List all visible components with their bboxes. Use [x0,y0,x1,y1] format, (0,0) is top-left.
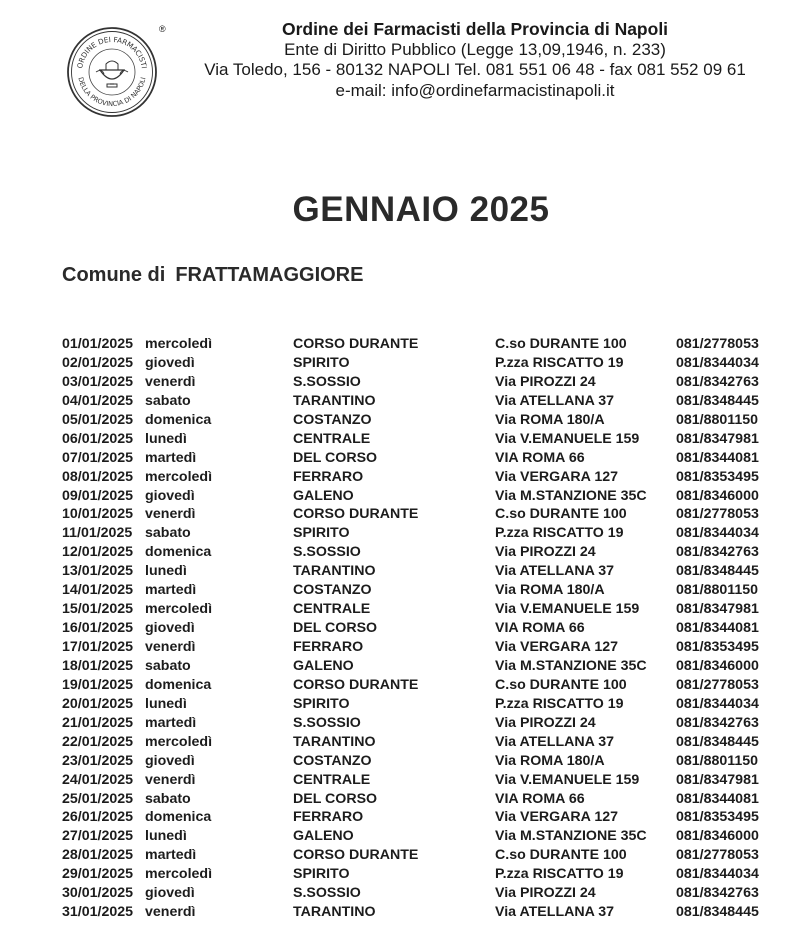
pharmacy-name: CORSO DURANTE [293,336,419,352]
weekday: mercoledì [145,336,213,352]
pharmacy-name: SPIRITO [293,695,350,712]
pharmacy-phone: 081/8348445 [676,563,759,580]
contact-address: Via Toledo, 156 - 80132 NAPOLI Tel. 081 551 06 48 - fax 081 552 09 61 [204,60,746,79]
pharmacy-phone: 081/8342763 [676,885,759,902]
pharmacy-phone: 081/8348445 [676,904,759,921]
municipality-name: FRATTAMAGGIORE [175,264,364,286]
pharmacy-name: COSTANZO [293,582,372,599]
pharmacy-address: VIA ROMA 66 [495,620,585,637]
weekday: lunedì [145,695,187,712]
weekday: venerdì [145,373,196,390]
pharmacy-name: CORSO DURANTE [293,847,419,864]
pharmacy-name: S.SOSSIO [293,373,361,390]
duty-date: 08/01/2025 [62,468,134,485]
weekday: mercoledì [145,733,213,750]
seal-text-bottom: DELLA PROVINCIA DI NAPOLI [76,76,148,109]
pharmacy-address: Via PIROZZI 24 [495,544,596,561]
weekday: martedì [145,714,197,731]
pharmacy-address: C.so DURANTE 100 [495,676,627,693]
duty-date: 26/01/2025 [62,809,134,826]
weekday: mercoledì [145,601,213,618]
pharmacy-address: P.zza RISCATTO 19 [495,354,624,371]
schedule-row [0,715,800,734]
duty-date: 17/01/2025 [62,639,134,655]
duty-date: 18/01/2025 [62,657,134,674]
municipality-label: Comune di [62,264,166,286]
schedule-row [0,677,800,696]
pharmacy-name: FERRARO [293,468,364,485]
schedule-row [0,866,800,885]
pharmacy-phone: 081/2778053 [676,336,759,352]
letterhead [180,19,770,101]
weekday: mercoledì [145,866,213,883]
pharmacy-phone: 081/8801150 [676,752,759,769]
pharmacy-phone: 081/8353495 [676,639,759,655]
pharmacy-phone: 081/8342763 [676,373,759,390]
weekday: venerdì [145,771,196,788]
pharmacy-phone: 081/8344081 [676,790,759,807]
pharmacy-address: Via VERGARA 127 [495,809,619,826]
schedule-row [0,658,800,677]
pharmacy-phone: 081/8801150 [676,411,759,428]
pharmacy-name: SPIRITO [293,354,350,371]
duty-date: 02/01/2025 [62,354,134,371]
duty-date: 16/01/2025 [62,620,134,637]
pharmacy-name: CORSO DURANTE [293,676,419,693]
pharmacy-phone: 081/8346000 [676,828,759,845]
duty-date: 25/01/2025 [62,790,134,807]
seal-text-top: ORDINE DEI FARMACISTI [75,34,149,70]
duty-date: 04/01/2025 [62,392,134,409]
schedule-row [0,355,800,374]
pharmacy-name: COSTANZO [293,411,372,428]
pharmacy-phone: 081/8344081 [676,449,759,466]
weekday: venerdì [145,639,196,655]
pharmacy-phone: 081/2778053 [676,506,759,523]
pharmacy-address: VIA ROMA 66 [495,790,585,807]
pharmacy-name: TARANTINO [293,392,376,409]
pharmacy-address: P.zza RISCATTO 19 [495,866,624,883]
weekday: domenica [145,544,212,561]
pharmacy-address: Via ROMA 180/A [495,752,605,769]
order-seal-logo [66,26,158,118]
pharmacy-address: Via M.STANZIONE 35C [495,487,647,504]
pharmacy-address: Via VERGARA 127 [495,468,619,485]
duty-date: 12/01/2025 [62,544,134,561]
pharmacy-phone: 081/8347981 [676,601,759,618]
pharmacy-name: CORSO DURANTE [293,506,419,523]
pharmacy-phone: 081/8353495 [676,809,759,826]
pharmacy-address: Via PIROZZI 24 [495,373,596,390]
pharmacy-address: Via V.EMANUELE 159 [495,601,640,618]
weekday: giovedì [145,752,195,769]
schedule-row [0,431,800,450]
weekday: domenica [145,809,212,826]
pharmacy-address: C.so DURANTE 100 [495,336,627,352]
pharmacy-phone: 081/8347981 [676,771,759,788]
schedule-row [0,904,800,923]
weekday: martedì [145,847,197,864]
duty-date: 21/01/2025 [62,714,134,731]
schedule-row [0,412,800,431]
pharmacy-phone: 081/8344034 [676,525,759,542]
duty-date: 05/01/2025 [62,411,134,428]
duty-date: 27/01/2025 [62,828,134,845]
svg-text:ORDINE DEI FARMACISTI [75,35,149,69]
municipality-heading [62,264,363,287]
schedule-row [0,488,800,507]
weekday: sabato [145,790,191,807]
duty-date: 11/01/2025 [62,525,133,542]
pharmacy-address: Via V.EMANUELE 159 [495,771,640,788]
pharmacy-phone: 081/8346000 [676,657,759,674]
pharmacy-name: TARANTINO [293,563,376,580]
duty-date: 01/01/2025 [62,336,134,352]
pharmacy-name: SPIRITO [293,525,350,542]
pharmacy-address: Via ROMA 180/A [495,582,605,599]
pharmacy-phone: 081/2778053 [676,676,759,693]
weekday: lunedì [145,563,187,580]
schedule-row [0,753,800,772]
duty-date: 23/01/2025 [62,752,134,769]
pharmacy-address: C.so DURANTE 100 [495,847,627,864]
pharmacy-phone: 081/8346000 [676,487,759,504]
pharmacy-address: Via M.STANZIONE 35C [495,657,647,674]
pharmacy-name: DEL CORSO [293,790,378,807]
duty-date: 14/01/2025 [62,582,134,599]
pharmacy-phone: 081/8342763 [676,544,759,561]
pharmacy-address: Via PIROZZI 24 [495,714,596,731]
weekday: mercoledì [145,468,213,485]
weekday: sabato [145,525,191,542]
weekday: martedì [145,582,197,599]
pharmacy-name: TARANTINO [293,904,376,921]
pharmacy-address: Via ROMA 180/A [495,411,605,428]
pharmacy-address: Via ATELLANA 37 [495,392,615,409]
pharmacy-name: GALENO [293,487,354,504]
weekday: giovedì [145,620,195,637]
schedule-row [0,469,800,488]
pharmacy-name: DEL CORSO [293,620,378,637]
pharmacy-address: Via PIROZZI 24 [495,885,596,902]
pharmacy-name: SPIRITO [293,866,350,883]
pharmacy-phone: 081/2778053 [676,847,759,864]
contact-email: e-mail: info@ordinefarmacistinapoli.it [335,80,615,100]
schedule-row [0,582,800,601]
pharmacy-phone: 081/8801150 [676,582,759,599]
schedule-row [0,393,800,412]
schedule-row [0,563,800,582]
pharmacy-address: P.zza RISCATTO 19 [495,525,624,542]
pharmacy-address: C.so DURANTE 100 [495,506,627,523]
pharmacy-name: DEL CORSO [293,449,378,466]
schedule-row [0,374,800,393]
pharmacy-phone: 081/8353495 [676,468,759,485]
pharmacy-duty-schedule [0,336,800,923]
duty-date: 03/01/2025 [62,373,134,390]
duty-date: 15/01/2025 [62,601,134,618]
pharmacy-phone: 081/8347981 [676,430,759,447]
pharmacy-address: Via ATELLANA 37 [495,563,615,580]
weekday: giovedì [145,487,195,504]
duty-date: 19/01/2025 [62,676,134,693]
schedule-row [0,791,800,810]
pharmacy-name: TARANTINO [293,733,376,750]
schedule-row [0,734,800,753]
schedule-row [0,506,800,525]
svg-text:DELLA PROVINCIA DI NAPOLI [76,76,147,108]
pharmacy-address: Via V.EMANUELE 159 [495,430,640,447]
pharmacy-name: FERRARO [293,639,364,655]
weekday: martedì [145,449,197,466]
pharmacy-name: CENTRALE [293,430,371,447]
pharmacy-name: CENTRALE [293,771,371,788]
duty-date: 30/01/2025 [62,885,134,902]
schedule-row [0,639,800,658]
schedule-row [0,601,800,620]
legal-status: Ente di Diritto Pubblico (Legge 13,09,1946, n. 233) [284,39,666,59]
pharmacy-phone: 081/8344034 [676,695,759,712]
pharmacy-name: S.SOSSIO [293,714,361,731]
pharmacy-address: Via VERGARA 127 [495,639,619,655]
pharmacy-phone: 081/8344034 [676,354,759,371]
schedule-row [0,772,800,791]
weekday: sabato [145,392,191,409]
duty-date: 10/01/2025 [62,506,134,523]
schedule-row [0,847,800,866]
pharmacy-name: CENTRALE [293,601,371,618]
weekday: domenica [145,676,212,693]
schedule-row [0,544,800,563]
duty-date: 29/01/2025 [62,866,134,883]
duty-date: 22/01/2025 [62,733,134,750]
duty-date: 13/01/2025 [62,563,134,580]
duty-date: 28/01/2025 [62,847,134,864]
schedule-row [0,525,800,544]
organization-name: Ordine dei Farmacisti della Provincia di Napoli [281,19,669,39]
duty-date: 06/01/2025 [62,430,134,447]
pharmacy-phone: 081/8342763 [676,714,759,731]
pharmacy-name: COSTANZO [293,752,372,769]
weekday: giovedì [145,354,195,371]
weekday: venerdì [145,506,196,523]
pharmacy-phone: 081/8344034 [676,866,759,883]
pharmacy-address: Via M.STANZIONE 35C [495,828,647,845]
duty-date: 20/01/2025 [62,695,134,712]
pharmacy-phone: 081/8348445 [676,392,759,409]
weekday: lunedì [145,828,187,845]
schedule-row [0,696,800,715]
page-title: GENNAIO 2025 [292,190,550,229]
pharmacy-name: S.SOSSIO [293,544,361,561]
pharmacy-name: GALENO [293,828,354,845]
pharmacy-phone: 081/8344081 [676,620,759,637]
schedule-row [0,336,800,355]
pharmacy-phone: 081/8348445 [676,733,759,750]
schedule-row [0,828,800,847]
pharmacy-address: P.zza RISCATTO 19 [495,695,624,712]
pharmacy-name: FERRARO [293,809,364,826]
weekday: sabato [145,657,191,674]
pharmacy-address: Via ATELLANA 37 [495,733,615,750]
duty-date: 07/01/2025 [62,449,134,466]
weekday: lunedì [145,430,187,447]
schedule-row [0,809,800,828]
pharmacy-name: S.SOSSIO [293,885,361,902]
duty-date: 09/01/2025 [62,487,134,504]
pharmacy-name: GALENO [293,657,354,674]
weekday: venerdì [145,904,196,921]
weekday: giovedì [145,885,195,902]
schedule-row [0,450,800,469]
registered-mark: ® [159,24,166,34]
pharmacy-address: VIA ROMA 66 [495,449,585,466]
schedule-row [0,885,800,904]
duty-date: 24/01/2025 [62,771,134,788]
schedule-row [0,620,800,639]
pharmacy-address: Via ATELLANA 37 [495,904,615,921]
weekday: domenica [145,411,212,428]
duty-date: 31/01/2025 [62,904,134,921]
